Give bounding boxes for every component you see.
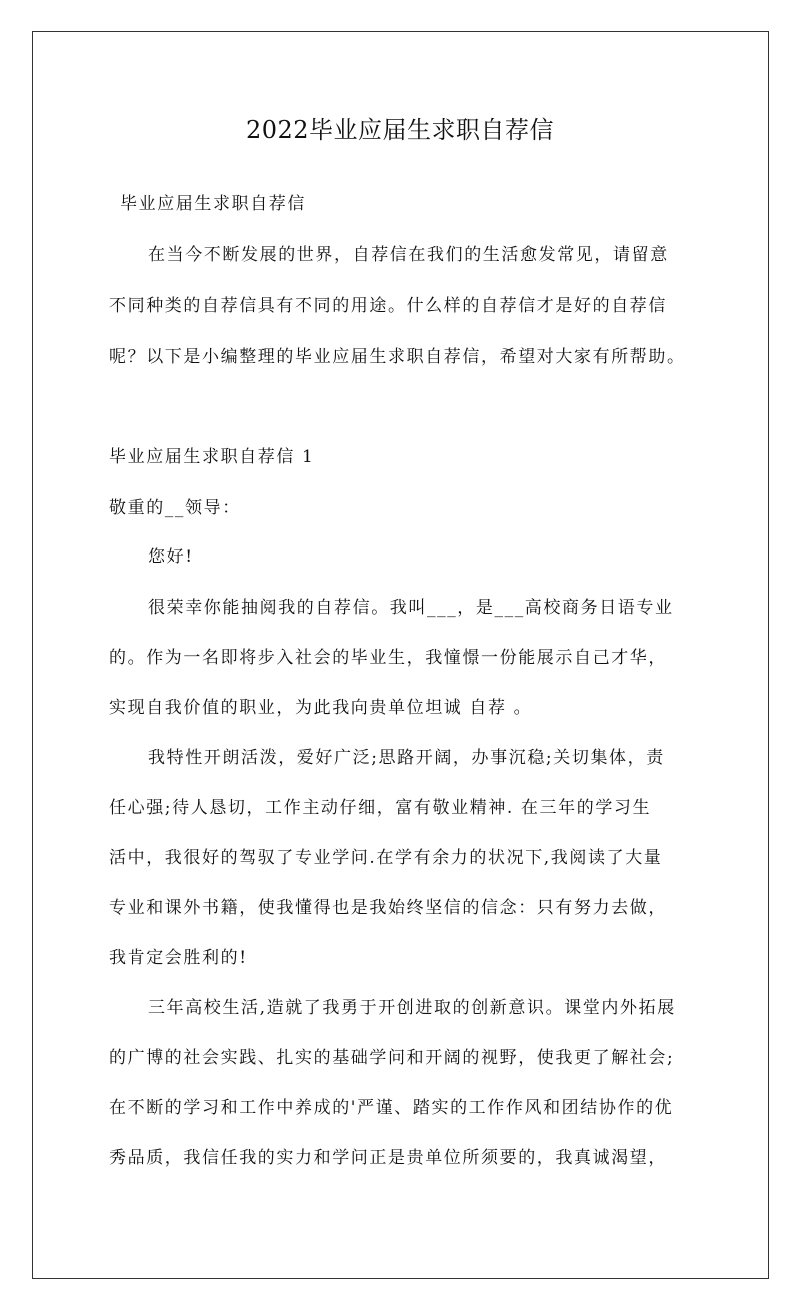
paragraph1-line-1: 很荣幸你能抽阅我的自荐信。我叫___，是___高校商务日语专业 — [148, 598, 674, 618]
paragraph3-line-1: 三年高校生活,造就了我勇于开创进取的创新意识。课堂内外拓展 — [148, 998, 676, 1018]
paragraph2-line-1: 我特性开朗活泼，爱好广泛;思路开阔，办事沉稳;关切集体，责 — [148, 748, 665, 768]
intro-line-2: 不同种类的自荐信具有不同的用途。什么样的自荐信才是好的自荐信 — [109, 296, 667, 316]
paragraph2-line-3: 活中，我很好的驾驭了专业学问.在学有余力的状况下,我阅读了大量 — [109, 848, 663, 868]
paragraph1-line-2: 的。作为一名即将步入社会的毕业生，我憧憬一份能展示自己才华， — [109, 648, 667, 668]
paragraph1-line-3: 实现自我价值的职业，为此我向贵单位坦诚 自荐 。 — [109, 698, 533, 718]
greeting: 您好! — [148, 547, 194, 567]
paragraph3-line-4: 秀品质，我信任我的实力和学问正是贵单位所须要的，我真诚渴望， — [109, 1148, 667, 1168]
paragraph2-line-2: 任心强;待人恳切，工作主动仔细，富有敬业精神. 在三年的学习生 — [109, 798, 652, 818]
document-title: 2022毕业应届生求职自荐信 — [245, 116, 555, 144]
paragraph3-line-2: 的广博的社会实践、扎实的基础学问和开阔的视野，使我更了解社会; — [109, 1048, 675, 1068]
salutation: 敬重的__领导： — [109, 498, 241, 518]
section-heading: 毕业应届生求职自荐信 1 — [109, 447, 315, 467]
paragraph3-line-3: 在不断的学习和工作中养成的'严谨、踏实的工作作风和团结协作的优 — [109, 1098, 674, 1118]
document-subtitle: 毕业应届生求职自荐信 — [120, 194, 306, 214]
paragraph2-line-4: 专业和课外书籍，使我懂得也是我始终坚信的信念：只有努力去做， — [109, 898, 667, 918]
intro-line-3: 呢？以下是小编整理的毕业应届生求职自荐信，希望对大家有所帮助。 — [109, 347, 686, 367]
paragraph2-line-5: 我肯定会胜利的! — [109, 948, 248, 968]
intro-line-1: 在当今不断发展的世界，自荐信在我们的生活愈发常见，请留意 — [148, 245, 669, 265]
